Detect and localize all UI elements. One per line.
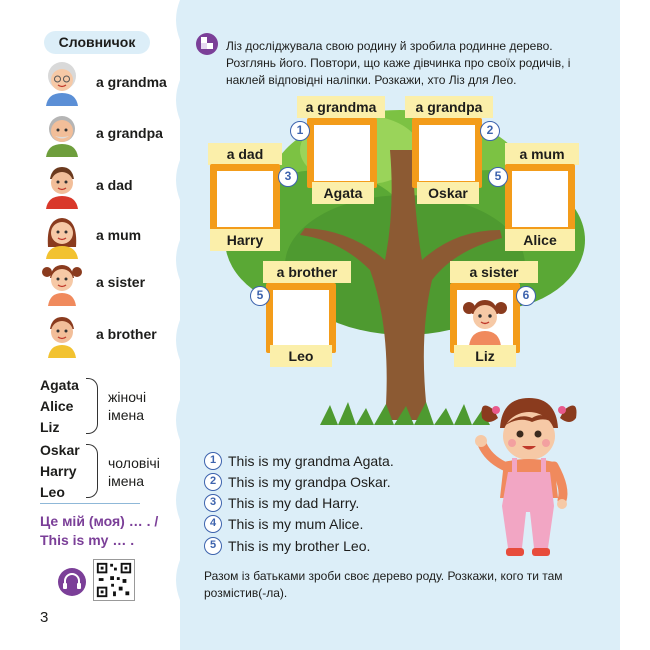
label-name-leo: Leo <box>270 345 332 367</box>
vocab-word: a brother <box>96 326 157 342</box>
female-names-note: жіночі імена <box>108 389 147 423</box>
vocab-item-grandpa <box>40 111 180 161</box>
label-role-mum: a mum <box>505 143 579 165</box>
dad-face-icon <box>40 163 84 209</box>
brother-face-icon <box>40 312 84 358</box>
page-number: 3 <box>40 609 49 626</box>
female-name: Alice <box>40 398 74 414</box>
sentence-number: 5 <box>204 537 222 555</box>
abc-task-icon <box>196 33 218 55</box>
brace <box>86 444 98 498</box>
vocab-item-mum <box>40 213 180 263</box>
task-instruction: Ліз досліджувала свою родину й зробила родинне дерево. Розглянь його. Повтори, що каже дівчинка про своїх родичів, і наклей відповідні наліпки. Розкажи, хто Ліз для Лео. <box>226 39 571 87</box>
label-name-agata: Agata <box>312 182 374 204</box>
vocab-word: a dad <box>96 177 133 193</box>
female-name: Liz <box>40 419 60 435</box>
photo-frame-sister <box>450 283 520 353</box>
male-name: Harry <box>40 463 77 479</box>
label-name-alice: Alice <box>505 229 575 251</box>
label-name-liz: Liz <box>454 345 516 367</box>
mum-face-icon <box>40 213 84 259</box>
male-name: Leo <box>40 484 65 500</box>
badge-number: 3 <box>278 167 298 187</box>
photo-frame-brother[interactable] <box>266 283 336 353</box>
vocabulary-column <box>0 0 180 650</box>
phrase-ukrainian: Це мій (моя) … . / <box>40 513 159 529</box>
sentence-text: This is my brother Leo. <box>228 538 371 554</box>
photo-frame-dad[interactable] <box>210 164 280 234</box>
sentence-text: This is my grandma Agata. <box>228 453 394 469</box>
sentence-text: This is my mum Alice. <box>228 516 364 532</box>
sister-photo-icon <box>457 290 513 346</box>
sentence-number: 3 <box>204 494 222 512</box>
photo-frame-mum[interactable] <box>505 164 575 234</box>
sentence-item <box>204 473 464 493</box>
badge-number: 5 <box>488 167 508 187</box>
grandpa-face-icon <box>40 111 84 157</box>
grandma-face-icon <box>40 60 84 106</box>
female-names-list <box>40 375 79 438</box>
phrase-english: This is my … . <box>40 532 135 548</box>
badge-number: 2 <box>480 121 500 141</box>
vocab-item-grandma <box>40 60 180 110</box>
label-role-grandma: a grandma <box>297 96 385 118</box>
label-name-oskar: Oskar <box>417 182 479 204</box>
sentence-item <box>204 494 464 514</box>
wavy-edge <box>166 0 194 650</box>
headphones-icon[interactable] <box>58 568 86 596</box>
vocab-item-dad <box>40 163 180 213</box>
male-names-note: чоловічі імена <box>108 455 160 489</box>
photo-frame-grandpa[interactable] <box>412 118 482 188</box>
sentence-number: 1 <box>204 452 222 470</box>
male-names-list <box>40 440 80 503</box>
label-role-grandpa: a grandpa <box>405 96 493 118</box>
divider <box>40 503 140 504</box>
vocab-word: a grandpa <box>96 125 163 141</box>
badge-number: 5 <box>250 286 270 306</box>
qr-code-icon[interactable] <box>93 559 135 601</box>
badge-number: 6 <box>516 286 536 306</box>
label-role-brother: a brother <box>263 261 351 283</box>
badge-number: 1 <box>290 121 310 141</box>
label-role-sister: a sister <box>450 261 538 283</box>
vocabulary-title: Словничок <box>44 31 150 54</box>
sentence-text: This is my grandpa Oskar. <box>228 474 391 490</box>
sentence-number: 4 <box>204 515 222 533</box>
vocab-word: a grandma <box>96 74 167 90</box>
female-name: Agata <box>40 377 79 393</box>
label-role-dad: a dad <box>208 143 282 165</box>
sentence-text: This is my dad Harry. <box>228 495 360 511</box>
vocab-item-sister <box>40 260 180 310</box>
vocab-word: a sister <box>96 274 146 290</box>
sentence-item <box>204 537 464 557</box>
sentence-item <box>204 452 464 472</box>
brace <box>86 378 98 434</box>
sentence-item <box>204 515 464 535</box>
girl-liz-illustration <box>474 388 584 563</box>
male-name: Oskar <box>40 442 80 458</box>
sentence-number: 2 <box>204 473 222 491</box>
vocab-item-brother <box>40 312 180 362</box>
vocab-word: a mum <box>96 227 142 243</box>
photo-frame-grandma[interactable] <box>307 118 377 188</box>
homework-note: Разом із батьками зроби своє дерево роду. Розкажи, кого ти там розмістив(-ла). <box>204 569 563 600</box>
sister-face-icon <box>40 260 84 306</box>
label-name-harry: Harry <box>210 229 280 251</box>
